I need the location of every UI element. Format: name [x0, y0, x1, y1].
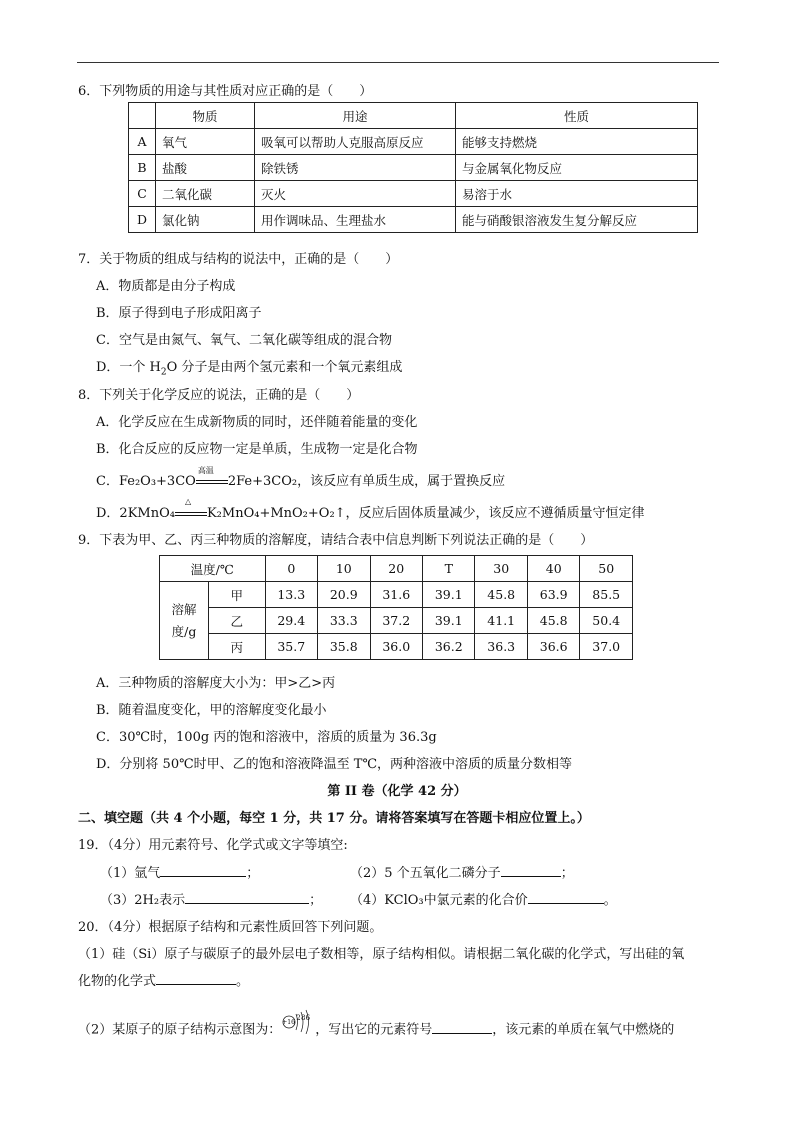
table-cell: 20.9: [318, 582, 370, 608]
table-header-cell: 50: [580, 556, 633, 582]
question-20: 20．（4分）根据原子结构和元素性质回答下列问题。: [78, 920, 383, 935]
table-cell: 丙: [209, 634, 266, 660]
table-cell: 35.7: [265, 634, 317, 660]
table-header-cell: T: [423, 556, 475, 582]
option-d: [96, 356, 402, 378]
q19-part-4: [350, 889, 617, 908]
equals-sign: [175, 512, 207, 516]
option-a: A．物质都是由分子构成: [96, 279, 236, 294]
table-cell: 35.8: [318, 634, 370, 660]
table-cell: 63.9: [527, 582, 579, 608]
part-text: （2）5 个五氧化二磷分子: [350, 866, 501, 881]
table-header-cell: 性质: [456, 103, 698, 129]
part-text: （3）2H₂表示: [100, 893, 186, 908]
q19-part-2: [350, 862, 574, 881]
row-group-label: 溶解度/g: [160, 582, 209, 660]
option-b: B．原子得到电子形成阳离子: [96, 306, 262, 321]
option-text: D．一个 H: [96, 360, 161, 375]
table-header-cell: 40: [527, 556, 579, 582]
table-cell: 37.2: [370, 608, 422, 634]
subscript: 2: [160, 367, 167, 378]
table-header-cell: 用途: [255, 103, 456, 129]
table-header-cell: 20: [370, 556, 422, 582]
table-cell: 41.1: [475, 608, 527, 634]
table-cell: 29.4: [265, 608, 317, 634]
table-cell: 13.3: [265, 582, 317, 608]
table-cell: 36.0: [370, 634, 422, 660]
table-cell: 37.0: [580, 634, 633, 660]
equals-sign: [196, 480, 228, 484]
option-b: B．随着温度变化，甲的溶解度变化最小: [96, 703, 327, 718]
table-header-row: [129, 103, 698, 129]
punctuation: 。: [603, 893, 617, 908]
table-row: [160, 582, 633, 608]
part-text: （2）某原子的原子结构示意图为：: [78, 1022, 282, 1038]
reaction-condition: [175, 497, 207, 521]
nucleus-label: +16: [282, 1019, 295, 1026]
section-title: 第 II 卷（化学 42 分）: [327, 784, 467, 799]
table-header-cell: 30: [475, 556, 527, 582]
table-cell: 45.8: [475, 582, 527, 608]
equation-left: D．2KMnO₄: [96, 506, 175, 521]
question-19: 19．（4分）用元素符号、化学式或文字等填空:: [78, 838, 348, 853]
table-cell: 盐酸: [156, 155, 255, 181]
table-cell: 33.3: [318, 608, 370, 634]
table-row: [160, 608, 633, 634]
punctuation: ；: [246, 866, 260, 881]
option-a: A．化学反应在生成新物质的同时，还伴随着能量的变化: [96, 415, 418, 430]
option-text: O 分子是由两个氢元素和一个氧元素组成: [166, 360, 403, 375]
table-cell: 吸氧可以帮助人克服高原反应: [255, 129, 456, 155]
condition-label: △: [184, 497, 192, 506]
table-cell: 能与硝酸银溶液发生复分解反应: [456, 207, 698, 233]
shell-label: 2 8 6: [296, 1014, 310, 1022]
question-9: 9．下表为甲、乙、丙三种物质的溶解度，请结合表中信息判断下列说法正确的是（ ）: [78, 533, 594, 548]
table-cell: 36.2: [423, 634, 475, 660]
table-cell: 36.3: [475, 634, 527, 660]
table-cell: A: [129, 129, 156, 155]
table-cell: 用作调味品、生理盐水: [255, 207, 456, 233]
condition-label: 高温: [197, 466, 214, 475]
q19-part-3: [100, 889, 322, 908]
answer-blank[interactable]: [501, 864, 561, 877]
table-cell: 39.1: [423, 582, 475, 608]
table-header-cell: 0: [265, 556, 317, 582]
table-header-cell: 10: [318, 556, 370, 582]
punctuation: ；: [309, 893, 323, 908]
table-cell: D: [129, 207, 156, 233]
option-c: C．空气是由氮气、氧气、二氧化碳等组成的混合物: [96, 333, 392, 348]
part-text: （1）氩气: [100, 866, 161, 881]
atom-structure-diagram: [281, 1014, 315, 1042]
option-b: B．化合反应的反应物一定是单质，生成物一定是化合物: [96, 442, 418, 457]
table-cell: 二氧化碳: [156, 181, 255, 207]
table-row: [129, 181, 698, 207]
table-cell: 易溶于水: [456, 181, 698, 207]
table-header-cell: 物质: [156, 103, 255, 129]
part-heading: 二、填空题（共 4 个小题，每空 1 分，共 17 分。请将答案填写在答题卡相应位置上。）: [78, 811, 590, 826]
table-cell: 氯化钠: [156, 207, 255, 233]
equation-right: K₂MnO₄+MnO₂+O₂↑，反应后固体质量减少，该反应不遵循质量守恒定律: [206, 506, 645, 521]
punctuation: 。: [236, 974, 250, 989]
q20-part-1-line-1: （1）硅（Si）原子与碳原子的最外层电子数相等，原子结构相似。请根据二氧化碳的化学式，写出硅的氧: [78, 947, 685, 962]
table-row: [129, 155, 698, 181]
question-8: 8．下列关于化学反应的说法，正确的是（ ）: [78, 388, 360, 403]
table-header-row: [160, 556, 633, 582]
option-d: D．分别将 50℃时甲、乙的饱和溶液降温至 T℃，两种溶液中溶质的质量分数相等: [96, 757, 572, 772]
answer-blank[interactable]: [160, 864, 246, 877]
answer-blank[interactable]: [432, 1021, 492, 1034]
q6-table: [128, 102, 698, 233]
reaction-condition: [196, 466, 228, 489]
table-cell: 乙: [209, 608, 266, 634]
table-cell: 50.4: [580, 608, 633, 634]
table-header-cell: [129, 103, 156, 129]
question-7: 7．关于物质的组成与结构的说法中，正确的是（ ）: [78, 252, 399, 267]
table-cell: 与金属氧化物反应: [456, 155, 698, 181]
table-cell: C: [129, 181, 156, 207]
option-c: [96, 466, 506, 489]
option-d: [96, 497, 645, 521]
table-cell: 灭火: [255, 181, 456, 207]
table-row: [129, 207, 698, 233]
equation-right: 2Fe+3CO₂，该反应有单质生成，属于置换反应: [227, 474, 506, 489]
part-text: 化物的化学式: [78, 974, 157, 989]
table-cell: 除铁锈: [255, 155, 456, 181]
table-row: [160, 634, 633, 660]
q19-part-1: [100, 862, 259, 881]
punctuation: ；: [560, 866, 574, 881]
q20-part-1-line-2: [78, 970, 249, 989]
table-cell: 能够支持燃烧: [456, 129, 698, 155]
table-cell: 45.8: [527, 608, 579, 634]
solubility-table: [159, 555, 633, 660]
part-text: ，写出它的元素符号: [315, 1022, 433, 1038]
answer-blank[interactable]: [528, 891, 604, 904]
table-cell: 氧气: [156, 129, 255, 155]
header-rule: [77, 62, 719, 63]
table-header-cell: 温度/℃: [160, 556, 266, 582]
q20-part-2: [78, 1014, 675, 1042]
part-text: （4）KClO₃中氯元素的化合价: [350, 893, 528, 908]
table-cell: 85.5: [580, 582, 633, 608]
option-c: C．30℃时，100g 丙的饱和溶液中，溶质的质量为 36.3g: [96, 730, 437, 745]
question-6: 6．下列物质的用途与其性质对应正确的是（ ）: [78, 84, 373, 99]
equation-left: C．Fe₂O₃+3CO: [96, 474, 196, 489]
table-cell: 39.1: [423, 608, 475, 634]
table-row: [129, 129, 698, 155]
answer-blank[interactable]: [185, 891, 309, 904]
table-cell: B: [129, 155, 156, 181]
answer-blank[interactable]: [156, 972, 236, 985]
option-a: A．三种物质的溶解度大小为：甲>乙>丙: [96, 676, 336, 691]
table-cell: 甲: [209, 582, 266, 608]
part-text: ，该元素的单质在氧气中燃烧的: [492, 1022, 675, 1038]
table-cell: 31.6: [370, 582, 422, 608]
table-cell: 36.6: [527, 634, 579, 660]
